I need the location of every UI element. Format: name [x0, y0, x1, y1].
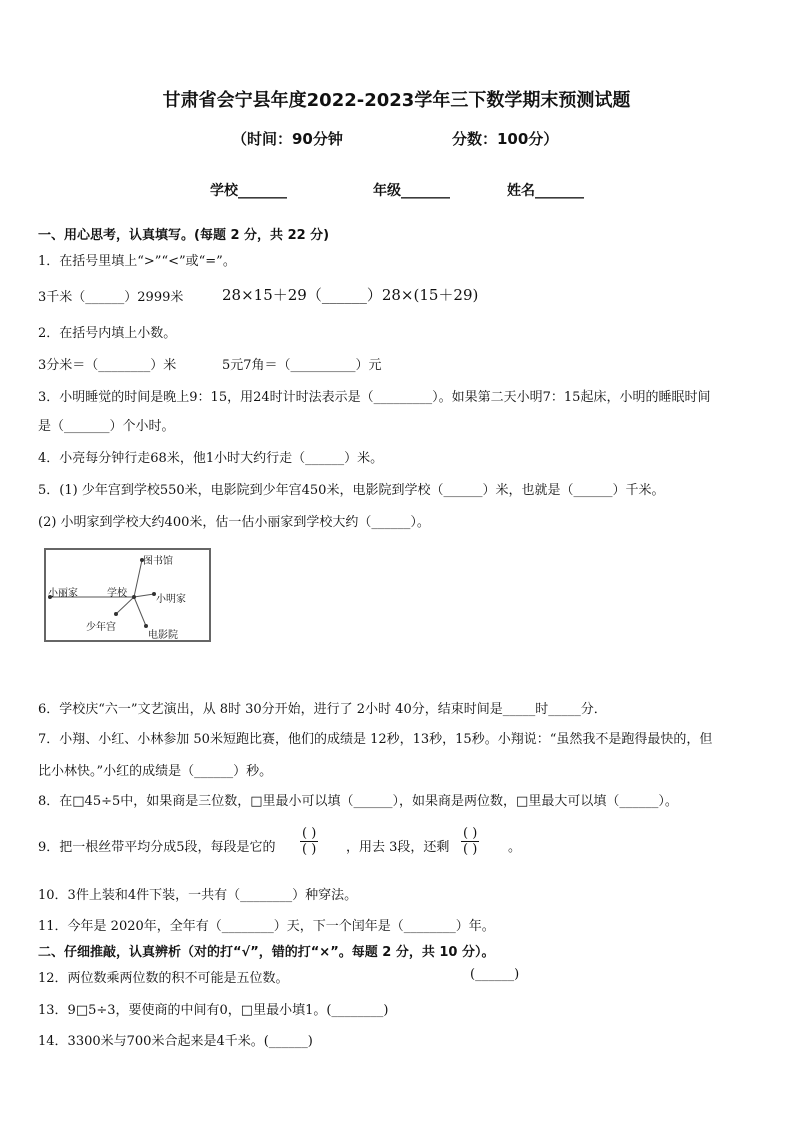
question-2: 2．在括号内填上小数。: [38, 326, 177, 341]
question-6: 6．学校庆“六一”文艺演出，从 8时 30分开始，进行了 2小时 40分，结束时间是_____时_____分．: [38, 702, 607, 717]
question-12-blank[interactable]: (______): [470, 967, 520, 982]
question-9-part-c: 。: [508, 840, 522, 855]
label-school: 学校: [107, 588, 127, 599]
question-2a: 3分米＝（________）米: [38, 358, 177, 373]
fraction-blank-2[interactable]: [461, 826, 479, 857]
section-1-heading: 一、用心思考，认真填写。(每题 2 分，共 22 分): [38, 228, 330, 243]
map-diagram: [44, 548, 211, 642]
question-3-line-2: 是（_______）个小时。: [38, 419, 175, 434]
fraction-blank-1[interactable]: [300, 826, 318, 857]
question-11: 11．今年是 2020年，全年有（________）天，下一个闰年是（________）年。: [38, 919, 495, 934]
label-xiaoli-home: 小丽家: [48, 588, 78, 599]
time-label: （时间：90分钟: [232, 130, 343, 148]
question-13: 13．9□5÷3，要使商的中间有0，□里最小填1。(________): [38, 1003, 389, 1018]
score-label: 分数：100分）: [452, 130, 559, 148]
question-9-part-a: 9．把一根丝带平均分成5段，每段是它的: [38, 840, 276, 855]
question-9-part-b: ，用去 3段，还剩: [346, 840, 450, 855]
label-cinema: 电影院: [148, 630, 178, 641]
school-field[interactable]: 学校_______: [210, 183, 287, 199]
fraction-1-numerator[interactable]: ( ): [302, 826, 317, 841]
question-7-line-2: 比小林快。”小红的成绩是（______）秒。: [38, 764, 273, 779]
question-5-part-2: (2) 小明家到学校大约400米，估一估小丽家到学校大约（______）。: [38, 515, 430, 530]
exam-title: 甘肃省会宁县年度2022-2023学年三下数学期末预测试题: [162, 90, 631, 111]
question-1a: 3千米（______）2999米: [38, 290, 184, 305]
question-7-line-1: 7．小翔、小红、小林参加 50米短跑比赛，他们的成绩是 12秒，13秒，15秒。小翔说：“虽然我不是跑得最快的，但: [38, 732, 713, 747]
question-1: 1．在括号里填上“>”“<”或“=”。: [38, 254, 236, 269]
question-3-line-1: 3．小明睡觉的时间是晚上9：15，用24时计时法表示是（_________）。如果第二天小明7：15起床，小明的睡眠时间: [38, 390, 711, 405]
label-youth-palace: 少年宫: [86, 622, 116, 633]
label-library: 图书馆: [143, 556, 173, 567]
grade-field[interactable]: 年级_______: [373, 183, 450, 199]
question-5-part-1: 5．(1) 少年宫到学校550米，电影院到少年宫450米，电影院到学校（______）米，也就是（______）千米。: [38, 483, 665, 498]
question-4: 4．小亮每分钟行走68米，他1小时大约行走（______）米。: [38, 451, 384, 466]
name-field[interactable]: 姓名_______: [507, 183, 584, 199]
label-xiaoming-home: 小明家: [156, 594, 186, 605]
fraction-1-denominator[interactable]: ( ): [302, 842, 317, 857]
question-14: 14．3300米与700米合起来是4千米。(______): [38, 1034, 313, 1049]
question-1b: 28×15＋29（______）28×(15＋29): [222, 286, 479, 304]
question-12: 12．两位数乘两位数的积不可能是五位数。: [38, 971, 289, 986]
question-2b: 5元7角＝（__________）元: [222, 358, 382, 373]
fraction-2-denominator[interactable]: ( ): [463, 842, 478, 857]
question-8: 8．在□45÷5中，如果商是三位数，□里最小可以填（______），如果商是两位数，□里最大可以填（______）。: [38, 794, 678, 809]
section-2-heading: 二、仔细推敲，认真辨析（对的打“√”，错的打“×”。每题 2 分，共 10 分）。: [38, 945, 495, 960]
fraction-2-numerator[interactable]: ( ): [463, 826, 478, 841]
question-10: 10．3件上装和4件下装，一共有（________）种穿法。: [38, 888, 358, 903]
